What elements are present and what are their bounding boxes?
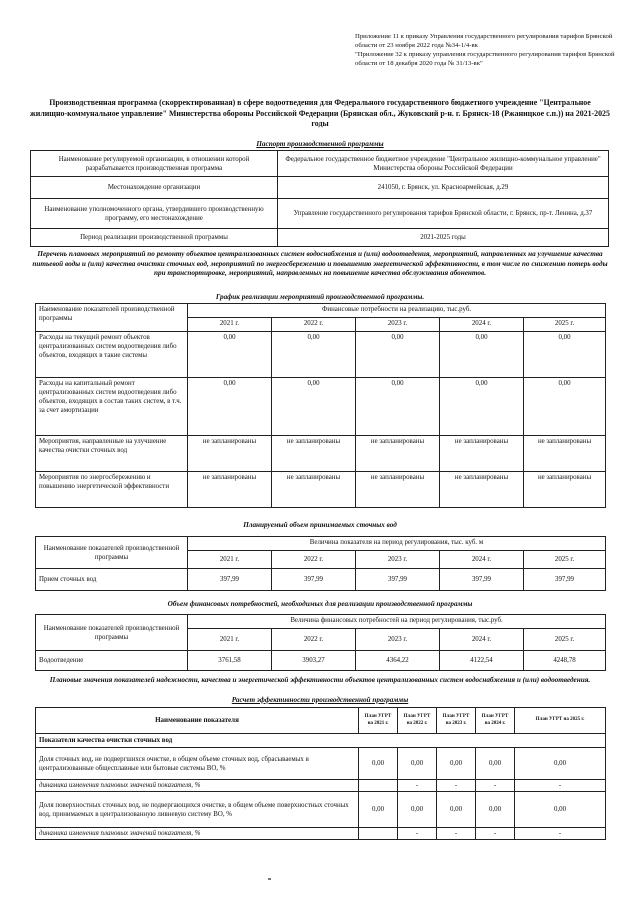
cell-value: 3761,58 <box>188 651 272 671</box>
cell-value <box>359 828 398 840</box>
row-label: Мероприятия, направленные на улучшение качества очистки сточных вод <box>36 436 188 472</box>
schedule-year-header: 2021 г. <box>188 318 272 332</box>
volume-year-header: 2024 г. <box>440 551 524 569</box>
efficiency-indicator-header: Наименование показателя <box>36 708 359 734</box>
row-label: Прием сточных вод <box>36 569 188 591</box>
efficiency-heading: Расчет эффективности производственной программы <box>231 696 409 704</box>
cell-value: 0,00 <box>356 332 440 378</box>
passport-value: 241050, г. Брянск, ул. Красноармейская, д.29 <box>278 177 609 199</box>
table-row <box>36 792 606 828</box>
cell-value: 4122,54 <box>440 651 524 671</box>
cell-value: 4248,78 <box>524 651 606 671</box>
cell-value: 397,99 <box>188 569 272 591</box>
cell-value: - <box>476 828 515 840</box>
cell-value: 0,00 <box>515 792 606 828</box>
table-row <box>36 780 606 792</box>
cell-value: 0,00 <box>359 792 398 828</box>
passport-label: Наименование регулируемой организации, в отношении которой разрабатывается производственная программа <box>31 151 278 177</box>
table-row <box>36 436 606 472</box>
row-label: Доля сточных вод, не подвергшихся очистке, в общем объеме сточных вод, сбрасываемых в централизованные общесплавные или бытовые системы ВО, % <box>36 748 359 780</box>
header-note-line1: Приложение 11 к приказу Управления государственного регулирования тарифов Брянской области от 23 ноября 2022 года №34-1/4-вк <box>355 33 613 49</box>
cell-value: 0,00 <box>188 332 272 378</box>
cell-value <box>359 780 398 792</box>
cell-value: 0,00 <box>398 748 437 780</box>
cell-value: - <box>437 828 476 840</box>
finance-indicator-header: Наименование показателей производственной программы <box>36 615 188 651</box>
header-note-line2: "Приложение 32 к приказу управления государственного регулирования тарифов Брянской области от 18 декабря 2020 года № 31/13-вк" <box>355 51 615 67</box>
efficiency-year-header: План УГРТ на 2025 г. <box>515 708 606 734</box>
schedule-year-header: 2022 г. <box>272 318 356 332</box>
cell-value: 0,00 <box>476 792 515 828</box>
cell-value: не запланированы <box>188 472 272 508</box>
schedule-year-header: 2025 г. <box>524 318 606 332</box>
volume-year-header: 2021 г. <box>188 551 272 569</box>
cell-value: не запланированы <box>356 472 440 508</box>
schedule-year-header: 2023 г. <box>356 318 440 332</box>
volume-table <box>35 536 606 591</box>
passport-title: Паспорт производственной программы <box>256 140 384 148</box>
cell-value: 0,00 <box>437 748 476 780</box>
passport-label: Местонахождение организации <box>31 177 278 199</box>
efficiency-table <box>35 707 606 840</box>
volume-indicator-header: Наименование показателей производственной программы <box>36 537 188 569</box>
passport-row <box>31 177 609 199</box>
table-row <box>36 332 606 378</box>
cell-value: 397,99 <box>524 569 606 591</box>
passport-row <box>31 229 609 247</box>
schedule-indicator-header: Наименование показателей производственной программы <box>36 304 188 332</box>
cell-value: - <box>437 780 476 792</box>
volume-heading: Планируемый объем принимаемых сточных вод <box>243 521 397 529</box>
table-row <box>36 472 606 508</box>
row-label: Расходы на капитальный ремонт централизованных систем водоотведения либо объектов, входящих в состав таких систем, в т.ч. за счет амортизации <box>36 378 188 436</box>
cell-value: 0,00 <box>272 332 356 378</box>
cell-value: не запланированы <box>524 472 606 508</box>
cell-value: 0,00 <box>188 378 272 436</box>
passport-label: Период реализации производственной программы <box>31 229 278 247</box>
cell-value: 397,99 <box>356 569 440 591</box>
reliability-heading: Плановые значения показателей надежности, качества и энергетической эффективности объектов централизованных систем водоснабжения и (или) водоотведения. <box>49 676 591 684</box>
efficiency-year-header: План УГРТ на 2023 г. <box>437 708 476 734</box>
cell-value: - <box>515 828 606 840</box>
efficiency-year-header: План УГРТ на 2021 г. <box>359 708 398 734</box>
cell-value: - <box>398 828 437 840</box>
volume-year-header: 2023 г. <box>356 551 440 569</box>
cell-value: 0,00 <box>359 748 398 780</box>
finance-group-header: Величина финансовых потребностей на период регулирования, тыс.руб. <box>188 615 606 629</box>
table-row <box>36 378 606 436</box>
finance-heading: Объем финансовых потребностей, необходимых для реализации производственной программы <box>167 600 473 608</box>
passport-value: 2021-2025 годы <box>278 229 609 247</box>
cell-value: 0,00 <box>398 792 437 828</box>
cell-value: 0,00 <box>515 748 606 780</box>
table-row <box>36 748 606 780</box>
cell-value: - <box>398 780 437 792</box>
finance-year-header: 2023 г. <box>356 629 440 651</box>
schedule-year-header: 2024 г. <box>440 318 524 332</box>
finance-year-header: 2024 г. <box>440 629 524 651</box>
volume-year-header: 2022 г. <box>272 551 356 569</box>
document-title: Производственная программа (скорректированная) в сфере водоотведения для Федерального государственного бюджетного учреждение "Центральное жилищно-коммунальное управление" Министерства обороны Российской Федерации (Брянская обл., Жуковский р-н. г. Брянск-18 (Ржаницкое с.п.)) на 2021-2025 годы <box>30 98 610 128</box>
row-label: Водоотведение <box>36 651 188 671</box>
table-row <box>36 569 606 591</box>
cell-value: 0,00 <box>440 378 524 436</box>
cell-value: 0,00 <box>437 792 476 828</box>
finance-year-header: 2022 г. <box>272 629 356 651</box>
volume-group-header: Величина показателя на период регулирования, тыс. куб. м <box>188 537 606 551</box>
cell-value: не запланированы <box>356 436 440 472</box>
cell-value: 0,00 <box>272 378 356 436</box>
table-row <box>36 651 606 671</box>
finance-year-header: 2025 г. <box>524 629 606 651</box>
row-label: динамика изменения плановых значений показателя, % <box>36 780 359 792</box>
cell-value: 0,00 <box>524 378 606 436</box>
volume-year-header: 2025 г. <box>524 551 606 569</box>
passport-value: Управление государственного регулирования тарифов Брянской области, г. Брянск, пр-т. Ленина, д.37 <box>278 199 609 229</box>
cell-value: 0,00 <box>476 748 515 780</box>
measures-heading: Перечень плановых мероприятий по ремонту объектов централизованных систем водоснабжения и (или) водоотведения, мероприятий, направленных на улучшение качества питьевой воды и (или) качества очистки сточных вод, мероприятий по энергосбережению и повышению энергетической эффективности, в том числе по снижению потерь воды при транспортировке, мероприятий, направленных на повышение качества обслуживания абонентов. <box>32 250 608 278</box>
passport-table <box>30 150 609 247</box>
cell-value: - <box>515 780 606 792</box>
cell-value: не запланированы <box>188 436 272 472</box>
header-note <box>355 32 625 68</box>
finance-year-header: 2021 г. <box>188 629 272 651</box>
efficiency-section-title: Показатели качества очистки сточных вод <box>36 734 606 748</box>
efficiency-year-header: План УГРТ на 2024 г. <box>476 708 515 734</box>
schedule-group-header: Финансовые потребности на реализацию, тыс.руб. <box>188 304 606 318</box>
cell-value: не запланированы <box>272 472 356 508</box>
row-label: Расходы на текущий ремонт объектов централизованных систем водоотведения либо объектов, входящих в такие системы <box>36 332 188 378</box>
cell-value: 397,99 <box>272 569 356 591</box>
cell-value: 0,00 <box>356 378 440 436</box>
efficiency-year-header: План УГРТ на 2022 г. <box>398 708 437 734</box>
cell-value: 397,99 <box>440 569 524 591</box>
cell-value: - <box>476 780 515 792</box>
schedule-table <box>35 303 606 508</box>
cell-value: 0,00 <box>440 332 524 378</box>
row-label: динамика изменения плановых значений показателя, % <box>36 828 359 840</box>
row-label: Мероприятия по энергосбережению и повышению энергетической эффективности <box>36 472 188 508</box>
schedule-heading: График реализации мероприятий производственной программы. <box>215 293 425 301</box>
cell-value: не запланированы <box>440 472 524 508</box>
finance-table <box>35 614 606 671</box>
scan-speck <box>268 878 271 880</box>
cell-value: не запланированы <box>272 436 356 472</box>
passport-value: Федеральное государственное бюджетное учреждение "Центральное жилищно-коммунальное управление" Министерства обороны Российской Федерации <box>278 151 609 177</box>
cell-value: не запланированы <box>440 436 524 472</box>
table-row <box>36 828 606 840</box>
cell-value: не запланированы <box>524 436 606 472</box>
cell-value: 0,00 <box>524 332 606 378</box>
cell-value: 4364,22 <box>356 651 440 671</box>
passport-label: Наименование уполномоченного органа, утвердившего производственную программу, его местонахождение <box>31 199 278 229</box>
passport-row <box>31 151 609 177</box>
cell-value: 3903,27 <box>272 651 356 671</box>
row-label: Доля поверхностных сточных вод, не подвергающихся очистке, в общем объеме поверхностных сточных вод, принимаемых в централизованную ливневую систему ВО, % <box>36 792 359 828</box>
passport-row <box>31 199 609 229</box>
